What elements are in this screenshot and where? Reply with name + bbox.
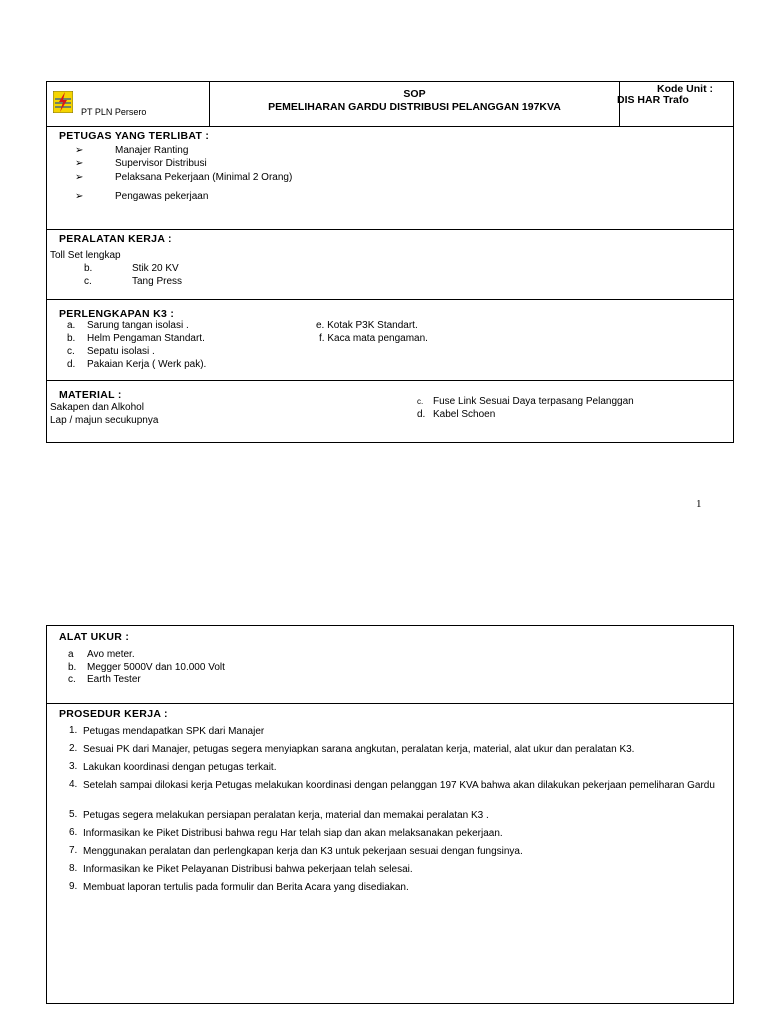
bullet-arrow-icon: ➢ — [75, 158, 84, 169]
prosedur-section: PROSEDUR KERJA : 1. Petugas mendapatkan SPK dari Manajer 2. Sesuai PK dari Manajer, petugas segera menyiapkan sarana angkutan, peralatan kerja, material, alat ukur dan peralatan K3. 3. Lakukan koordinasi dengan petugas terkait. 4. Setelah sampai dilokasi kerja Petugas melakukan koordinasi dengan pelanggan 197 KVA bahwa akan dilakukan pekerjaan pemeliharan Gardu 5. Petugas segera melakukan persiapan peralatan kerja, material dan memakai peralatan K3 . 6. Informasikan ke Piket Distribusi bahwa regu Har telah siap dan akan melaksanakan pekerjaan. 7. Menggunakan peralatan dan perlengkapan kerja dan K3 untuk pekerjaan sesuai dengan fungsinya. 8. Informasikan ke Piket Pelayanan Distribusi bahwa pekerjaan telah selesai. 9. Membuat laporan tertulis pada formulir dan Berita Acara yang disediakan. — [46, 703, 734, 1004]
kode-label: Kode Unit : — [657, 83, 713, 95]
prosedur-title: PROSEDUR KERJA : — [59, 708, 168, 720]
k3-marker: c. — [67, 346, 75, 357]
title-cell — [210, 82, 620, 126]
k3-item: e. Kotak P3K Standart. — [316, 320, 418, 331]
doc-type: SOP — [403, 88, 426, 100]
k3-item: Pakaian Kerja ( Werk pak). — [87, 359, 207, 370]
kode-cell — [617, 82, 733, 126]
alat-ukur-marker: b. — [68, 662, 77, 673]
alat-ukur-marker: c. — [68, 674, 76, 685]
k3-item: Sepatu isolasi . — [87, 346, 155, 357]
peralatan-item: Stik 20 KV — [132, 263, 179, 274]
k3-item: Helm Pengaman Standart. — [87, 333, 205, 344]
peralatan-marker: c. — [84, 276, 92, 287]
material-item: Fuse Link Sesuai Daya terpasang Pelanggan — [433, 396, 634, 407]
petugas-title: PETUGAS YANG TERLIBAT : — [59, 130, 210, 142]
section-divider — [47, 299, 733, 300]
bullet-arrow-icon: ➢ — [75, 145, 84, 156]
material-item: Sakapen dan Alkohol — [50, 402, 144, 413]
alat-ukur-item: Megger 5000V dan 10.000 Volt — [87, 662, 225, 673]
petugas-item: Manajer Ranting — [115, 145, 189, 156]
petugas-item: Pengawas pekerjaan — [115, 191, 209, 202]
page-number: 1 — [696, 498, 702, 510]
k3-marker: d. — [67, 359, 76, 370]
doc-title: PEMELIHARAN GARDU DISTRIBUSI PELANGGAN 197KVA — [268, 101, 561, 113]
bullet-arrow-icon: ➢ — [75, 172, 84, 183]
sop-body-table — [46, 126, 734, 443]
material-item: Lap / majun secukupnya — [50, 415, 159, 426]
alat-ukur-item: Earth Tester — [87, 674, 141, 685]
material-marker: d. — [417, 409, 426, 420]
petugas-item: Supervisor Distribusi — [115, 158, 207, 169]
alat-ukur-marker: a — [68, 649, 74, 660]
bullet-arrow-icon: ➢ — [75, 191, 84, 202]
k3-item: Sarung tangan isolasi . — [87, 320, 189, 331]
material-title: MATERIAL : — [59, 389, 122, 401]
k3-item: f. Kaca mata pengaman. — [319, 333, 428, 344]
peralatan-title: PERALATAN KERJA : — [59, 233, 172, 245]
sop-header — [46, 81, 734, 127]
pln-logo-icon — [53, 91, 73, 113]
k3-marker: b. — [67, 333, 76, 344]
alat-ukur-section — [46, 625, 734, 704]
company-name: PT PLN Persero — [81, 107, 147, 117]
alat-ukur-item: Avo meter. — [87, 649, 135, 660]
petugas-item: Pelaksana Pekerjaan (Minimal 2 Orang) — [115, 172, 293, 183]
company-cell — [47, 82, 210, 126]
material-item: Kabel Schoen — [433, 409, 496, 420]
section-divider — [47, 380, 733, 381]
peralatan-item: Toll Set lengkap — [50, 250, 121, 261]
kode-value: DIS HAR Trafo — [617, 94, 689, 106]
alat-ukur-title: ALAT UKUR : — [59, 631, 130, 643]
peralatan-marker: b. — [84, 263, 93, 274]
k3-title: PERLENGKAPAN K3 : — [59, 308, 175, 320]
k3-marker: a. — [67, 320, 76, 331]
section-divider — [47, 229, 733, 230]
peralatan-item: Tang Press — [132, 276, 183, 287]
material-marker: c. — [417, 397, 424, 406]
